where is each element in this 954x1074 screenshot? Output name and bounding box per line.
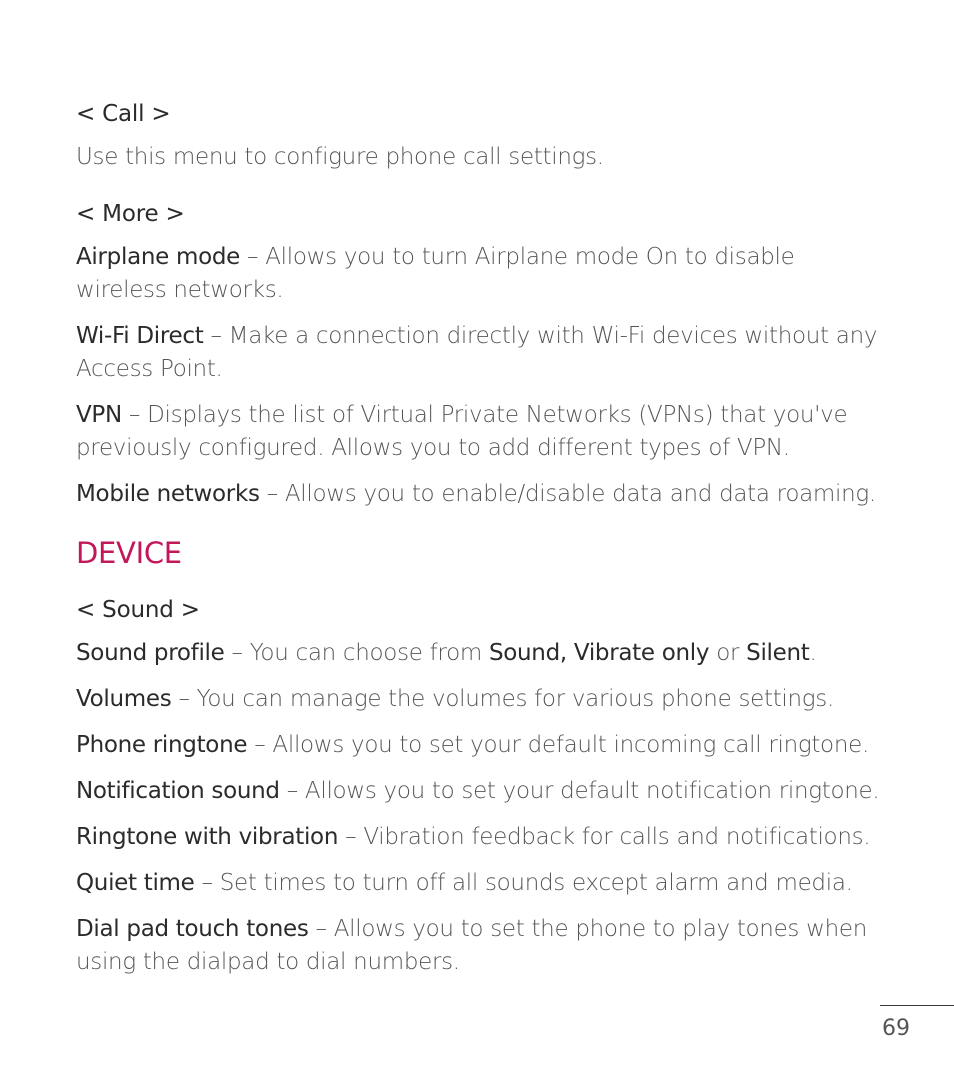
notification-sound-entry [76,775,891,808]
mobile-networks-desc: – Allows you to enable/disable data and data roaming. [259,481,876,507]
page-number: 69 [882,1016,910,1041]
manual-page-content [76,99,891,979]
quiet-time-desc: – Set times to turn off all sounds except alarm and media. [194,870,853,896]
vpn-desc: – Displays the list of Virtual Private Networks (VPNs) that you've previously configured. Allows you to add different types of VPN. [76,402,848,461]
footer-divider [880,1005,954,1006]
ringtone-vibration-term: Ringtone with vibration [76,824,339,850]
volumes-entry [76,683,891,716]
sound-profile-term: Sound profile [76,640,225,666]
sound-profile-entry [76,637,891,670]
airplane-mode-desc: – Allows you to turn Airplane mode On to disable wireless networks. [76,244,795,303]
vpn-term: VPN [76,402,122,428]
sound-heading: < Sound > [76,597,200,623]
wifi-direct-desc: – Make a connection directly with Wi-Fi devices without any Access Point. [76,323,878,382]
phone-ringtone-term: Phone ringtone [76,732,248,758]
sound-profile-option-a: Sound, Vibrate only [488,640,710,666]
sound-profile-option-b: Silent [746,640,810,666]
call-heading: < Call > [76,101,171,127]
volumes-desc: – You can manage the volumes for various phone settings. [171,686,834,712]
device-section-title: DEVICE [76,536,182,570]
notification-sound-term: Notification sound [76,778,280,804]
quiet-time-term: Quiet time [76,870,195,896]
call-description: Use this menu to configure phone call settings. [76,144,604,170]
airplane-mode-term: Airplane mode [76,244,241,270]
wifi-direct-term: Wi-Fi Direct [76,323,204,349]
ringtone-vibration-entry [76,821,891,854]
mobile-networks-term: Mobile networks [76,481,260,507]
notification-sound-desc: – Allows you to set your default notification ringtone. [279,778,880,804]
dial-pad-tones-entry [76,913,891,979]
mobile-networks-entry [76,478,891,511]
sound-profile-desc: – You can choose from [224,640,489,666]
phone-ringtone-desc: – Allows you to set your default incoming call ringtone. [247,732,869,758]
wifi-direct-entry [76,320,891,386]
vpn-entry [76,399,891,465]
more-heading: < More > [76,201,185,227]
sound-profile-connector: or [709,640,747,666]
ringtone-vibration-desc: – Vibration feedback for calls and notifications. [338,824,871,850]
dial-pad-tones-desc: – Allows you to set the phone to play tones when using the dialpad to dial numbers. [76,916,868,975]
dial-pad-tones-term: Dial pad touch tones [76,916,309,942]
phone-ringtone-entry [76,729,891,762]
sound-profile-end: . [809,640,817,666]
quiet-time-entry [76,867,891,900]
airplane-mode-entry [76,241,891,307]
volumes-term: Volumes [76,686,172,712]
